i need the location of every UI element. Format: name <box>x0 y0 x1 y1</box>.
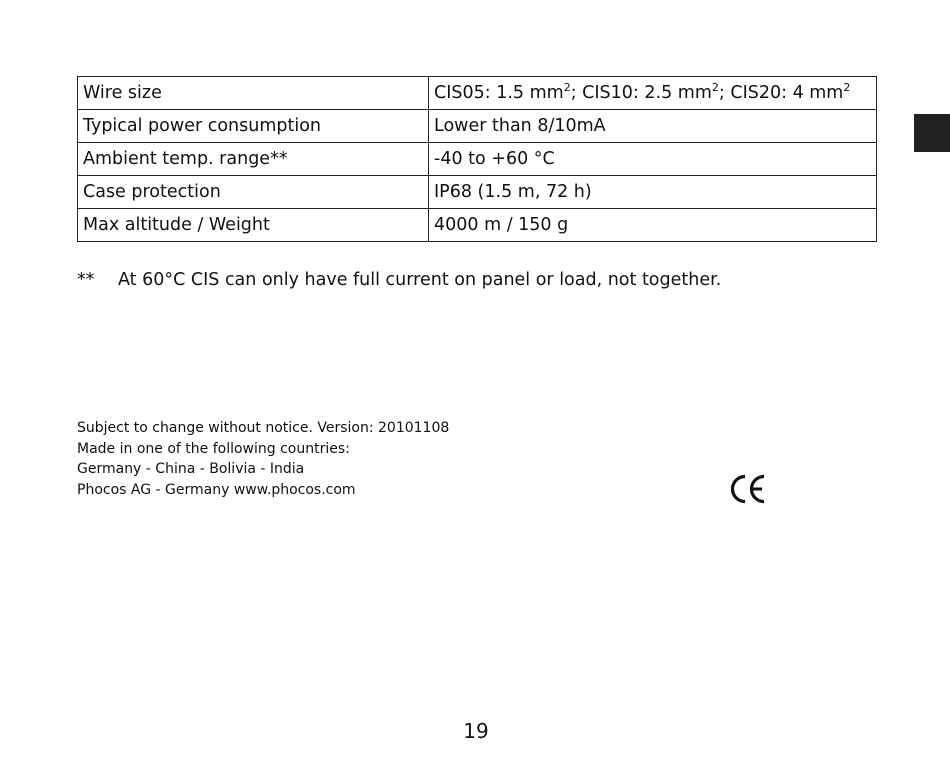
spec-value-part: ; CIS20: 4 mm <box>718 83 844 103</box>
table-row <box>78 143 877 176</box>
footnote <box>77 270 721 290</box>
specification-table <box>77 76 877 242</box>
spec-value <box>429 77 877 110</box>
notice-countries-line: Germany - China - Bolivia - India <box>77 461 305 477</box>
notice-block <box>77 418 449 500</box>
page-number: 19 <box>463 719 489 743</box>
table-row <box>78 176 877 209</box>
footnote-marker: ** <box>77 270 95 290</box>
superscript: 2 <box>843 81 851 94</box>
spec-label: Max altitude / Weight <box>78 209 429 242</box>
spec-value-part: ; CIS10: 2.5 mm <box>570 83 712 103</box>
spec-label: Typical power consumption <box>78 110 429 143</box>
spec-label: Ambient temp. range** <box>78 143 429 176</box>
notice-origin-line: Made in one of the following countries: <box>77 440 350 457</box>
spec-value: 4000 m / 150 g <box>429 209 877 242</box>
notice-company-line: Phocos AG - Germany www.phocos.com <box>77 481 356 498</box>
ce-mark-logo <box>728 473 768 505</box>
spec-value: -40 to +60 °C <box>429 143 877 176</box>
superscript: 2 <box>711 81 719 94</box>
spec-value-part: CIS05: 1.5 mm <box>434 83 564 103</box>
table-row <box>78 110 877 143</box>
section-tab-marker <box>914 114 950 152</box>
footnote-text: At 60°C CIS can only have full current on panel or load, not together. <box>118 270 722 290</box>
spec-value: IP68 (1.5 m, 72 h) <box>429 176 877 209</box>
spec-value: Lower than 8/10mA <box>429 110 877 143</box>
table-row <box>78 77 877 110</box>
spec-label: Wire size <box>78 77 429 110</box>
notice-version-line: Subject to change without notice. Version: 20101108 <box>77 420 450 436</box>
superscript: 2 <box>563 81 571 94</box>
spec-label: Case protection <box>78 176 429 209</box>
table-row <box>78 209 877 242</box>
